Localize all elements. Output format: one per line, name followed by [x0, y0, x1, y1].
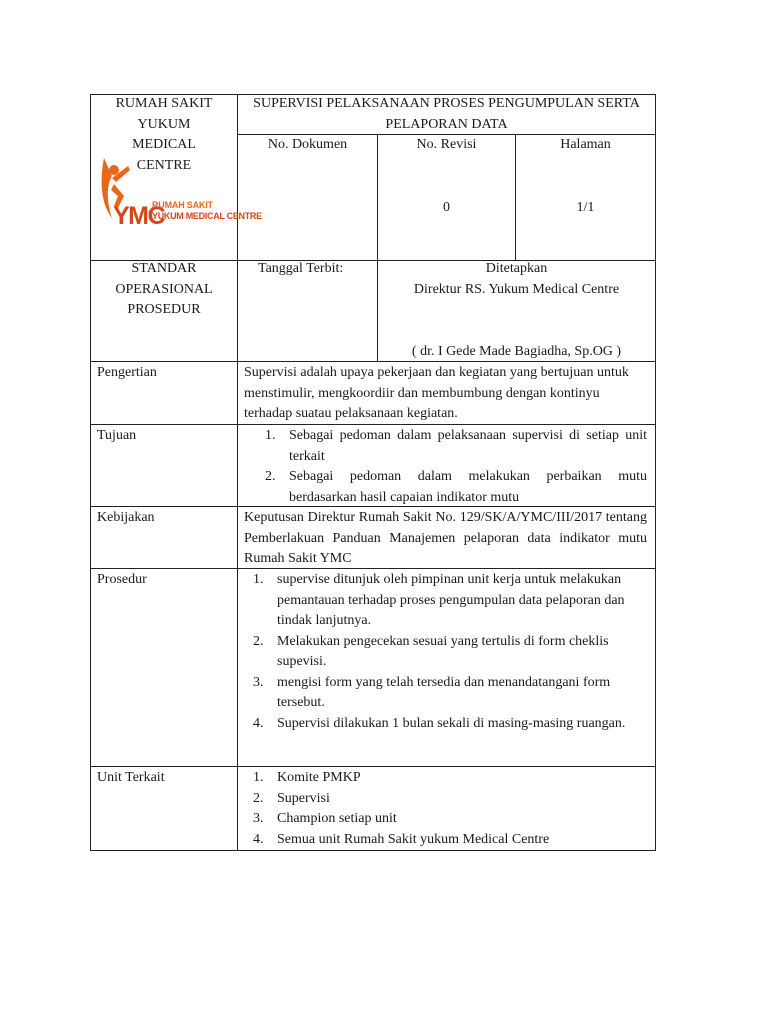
list-item-text: supervise ditunjuk oleh pimpinan unit kerja untuk melakukan pemantauan terhadap proses pengumpulan data pelaporan dan tindak lanjutnya. [277, 572, 625, 628]
list-number: 3. [253, 674, 264, 690]
list-item [265, 426, 647, 467]
list-item [253, 714, 651, 735]
tujuan-list [265, 426, 647, 508]
tanggal-terbit-label: Tanggal Terbit: [258, 261, 344, 276]
pengertian-label: Pengertian [97, 365, 157, 380]
pengertian-text: Supervisi adalah upaya pekerjaan dan kegiatan yang bertujuan untuk menstimulir, mengkoordiir dan membumbung dengan kontinyu terhadap suatau pelaksanaan kegiatan. [244, 365, 629, 421]
list-item [253, 673, 651, 714]
list-item [253, 830, 651, 851]
sop-label: STANDAR OPERASIONAL PROSEDUR [115, 261, 213, 317]
column-divider [237, 94, 238, 851]
ditetapkan-label: Ditetapkan [485, 261, 548, 276]
list-item-text: Sebagai pedoman dalam pelaksanaan supervisi di setiap unit terkait [289, 428, 647, 464]
list-number: 1. [253, 770, 264, 785]
signatory-name: ( dr. I Gede Made Bagiadha, Sp.OG ) [411, 344, 622, 359]
no-dokumen-label: No. Dokumen [267, 137, 348, 152]
document-title: SUPERVISI PELAKSANAAN PROSES PENGUMPULAN SERTA PELAPORAN DATA [253, 96, 640, 132]
list-item [253, 789, 651, 810]
halaman-label: Halaman [560, 137, 611, 152]
list-item [265, 467, 647, 508]
hospital-logo [94, 148, 262, 232]
logo-line2: YUKUM MEDICAL CENTRE [152, 211, 262, 221]
list-number: 4. [253, 831, 264, 847]
list-item-text: Komite PMKP [277, 770, 361, 785]
list-item-text: Melakukan pengecekan sesuai yang tertulis di form cheklis supevisi. [277, 633, 609, 669]
list-number: 1. [253, 572, 264, 587]
kebijakan-text: Keputusan Direktur Rumah Sakit No. 129/SK/A/YMC/III/2017 tentang Pemberlakuan Panduan Manajemen pelaporan data indikator mutu Rumah Sakit YMC [244, 510, 647, 566]
tujuan-label: Tujuan [97, 428, 137, 443]
doc-divider-1 [377, 134, 378, 361]
list-item-text: Champion setiap unit [277, 811, 397, 826]
list-number: 2. [253, 633, 264, 649]
list-number: 1. [265, 428, 276, 443]
list-number: 2. [253, 790, 264, 806]
table-border-bottom [90, 850, 656, 851]
hospital-name: RUMAH SAKIT YUKUM MEDICAL CENTRE [115, 96, 213, 173]
list-number: 2. [265, 469, 276, 484]
list-item-text: Supervisi [277, 790, 330, 806]
ymc-logo-icon [94, 148, 262, 232]
no-revisi-label: No. Revisi [416, 137, 477, 152]
direktur-label: Direktur RS. Yukum Medical Centre [413, 282, 620, 297]
list-number: 3. [253, 811, 264, 826]
list-item [253, 809, 651, 830]
halaman-value: 1/1 [576, 200, 595, 215]
list-item [253, 632, 651, 673]
row-divider-prosedur [90, 766, 656, 767]
no-revisi-value: 0 [443, 200, 450, 215]
prosedur-list [253, 570, 651, 734]
list-number: 4. [253, 715, 264, 731]
list-item-text: Sebagai pedoman dalam melakukan perbaikan mutu berdasarkan hasil capaian indikator mutu [289, 469, 647, 505]
prosedur-label: Prosedur [97, 572, 147, 587]
table-border-right [655, 94, 656, 851]
logo-line1: RUMAH SAKIT [152, 200, 213, 210]
list-item [253, 570, 651, 632]
unit-terkait-list [253, 768, 651, 850]
table-border-left [90, 94, 91, 851]
unit-terkait-label: Unit Terkait [97, 770, 165, 785]
list-item-text: Supervisi dilakukan 1 bulan sekali di masing-masing ruangan. [277, 715, 626, 731]
list-item-text: Semua unit Rumah Sakit yukum Medical Centre [277, 831, 550, 847]
list-item-text: mengisi form yang telah tersedia dan menandatangani form tersebut. [277, 674, 611, 710]
kebijakan-label: Kebijakan [97, 510, 155, 525]
list-item [253, 768, 651, 789]
logo-mark: YMC [113, 202, 165, 230]
